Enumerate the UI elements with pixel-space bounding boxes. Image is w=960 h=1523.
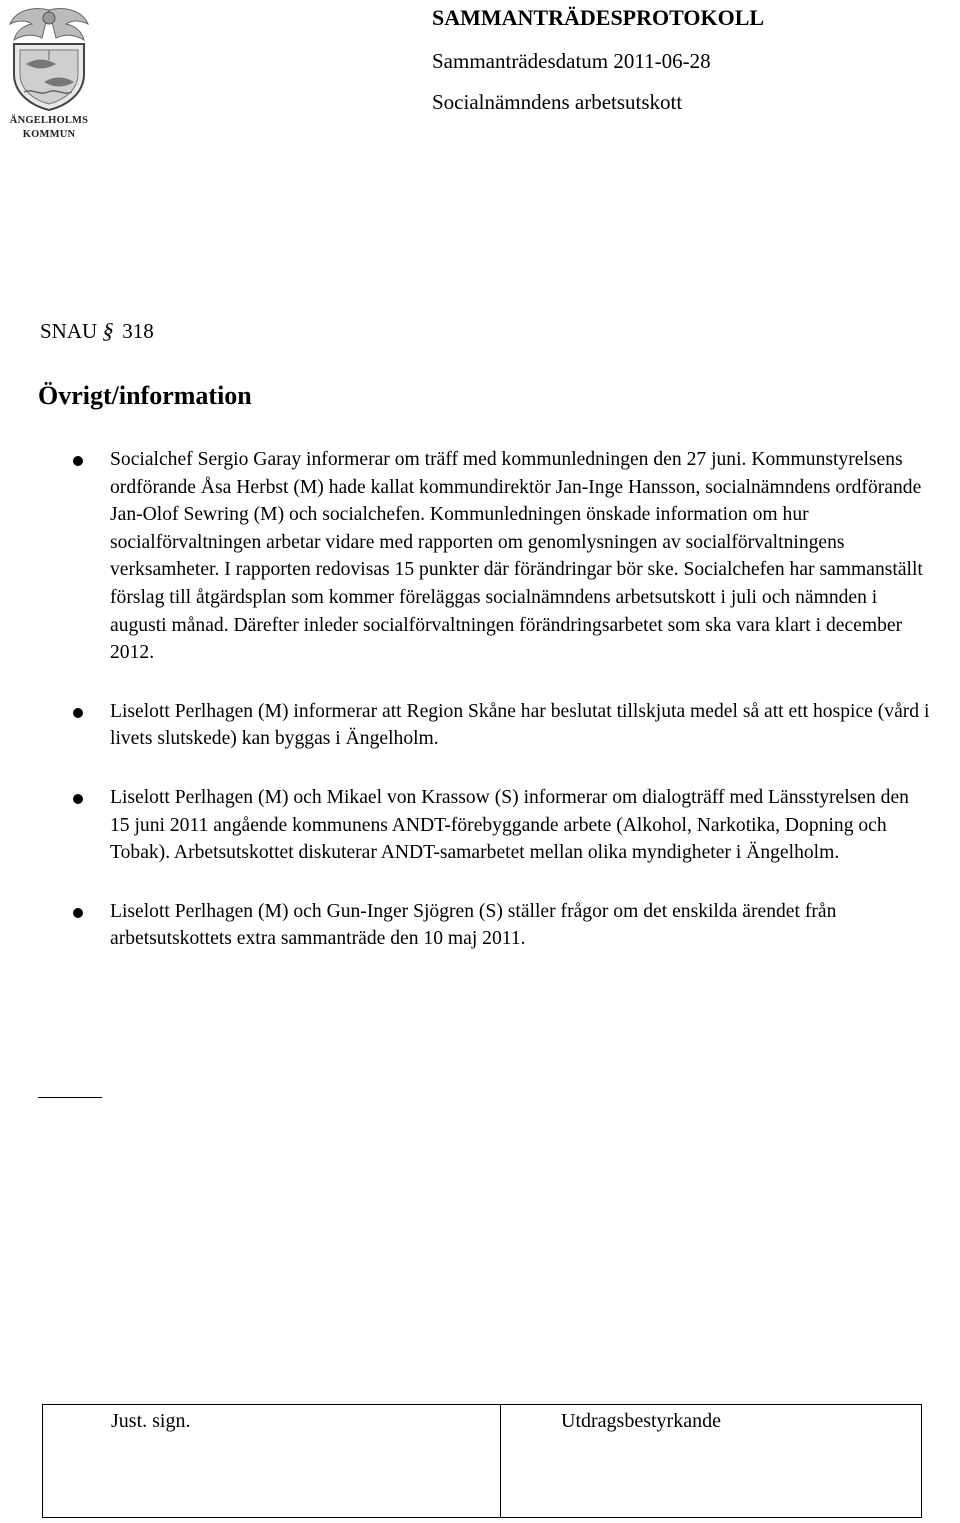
list-item-text: Socialchef Sergio Garay informerar om träff med kommunledningen den 27 juni. Kommunstyrelsens ordförande Åsa Herbst (M) hade kallat kommundirektör Jan-Inge Hansson, socialnämndens ordförande Jan-Olof Sewring (M) och socialchefen. Kommunledningen önskade information om hur socialförvaltningen arbetar vidare med rapporten om genomlysningen av socialförvaltningens verksamheter. I rapporten redovisas 15 punkter där förändringar bör ske. Socialchefen har sammanställt förslag till åtgärdsplan som kommer föreläggas socialnämndens arbetsutskott i juli och nämnden i augusti månad. Därefter inleder socialförvaltningen förändringsarbetet som ska vara klart i december 2012.	[110, 449, 923, 664]
list-item-text: Liselott Perlhagen (M) informerar att Region Skåne har beslutat tillskjuta medel så att ett hospice (vård i livets slutskede) kan byggas i Ängelholm.	[110, 700, 930, 750]
list-item	[70, 898, 930, 953]
just-sign-label: Just. sign.	[111, 1410, 191, 1432]
document-header	[432, 2, 764, 117]
meeting-date: Sammanträdesdatum 2011-06-28	[432, 49, 711, 73]
bullet-icon	[73, 908, 83, 918]
information-list	[70, 446, 930, 953]
case-number: 318	[122, 319, 154, 343]
section-sign: §	[100, 318, 117, 343]
logo-text-line1: ÄNGELHOLMS	[9, 115, 89, 126]
case-prefix: SNAU	[40, 319, 98, 343]
municipal-logo	[4, 4, 94, 144]
signature-box	[42, 1404, 922, 1518]
section-heading: Övrigt/information	[38, 381, 252, 410]
case-reference	[40, 318, 154, 344]
list-item	[70, 698, 930, 753]
list-item-text: Liselott Perlhagen (M) och Mikael von Krassow (S) informerar om dialogträff med Länsstyrelsen den 15 juni 2011 angående kommunens ANDT-förebyggande arbete (Alkohol, Narkotika, Dopning och Tobak). Arbetsutskottet diskuterar ANDT-samarbetet mellan olika myndigheter i Ängelholm.	[110, 786, 909, 864]
bullet-icon	[73, 456, 83, 466]
list-item-text: Liselott Perlhagen (M) och Gun-Inger Sjögren (S) ställer frågor om det enskilda ärendet från arbetsutskottets extra sammanträde den 10 maj 2011.	[110, 900, 837, 950]
list-item	[70, 446, 930, 667]
utdragsbestyrkande-label: Utdragsbestyrkande	[561, 1410, 721, 1432]
document-title: SAMMANTRÄDESPROTOKOLL	[432, 5, 765, 30]
committee-name: Socialnämndens arbetsutskott	[432, 90, 683, 114]
list-item	[70, 784, 930, 867]
bullet-icon	[73, 708, 83, 718]
end-rule	[38, 1097, 102, 1098]
signature-divider	[500, 1405, 501, 1517]
bullet-icon	[73, 794, 83, 804]
coat-of-arms-icon	[4, 4, 94, 112]
logo-text-line2: KOMMUN	[22, 129, 76, 140]
